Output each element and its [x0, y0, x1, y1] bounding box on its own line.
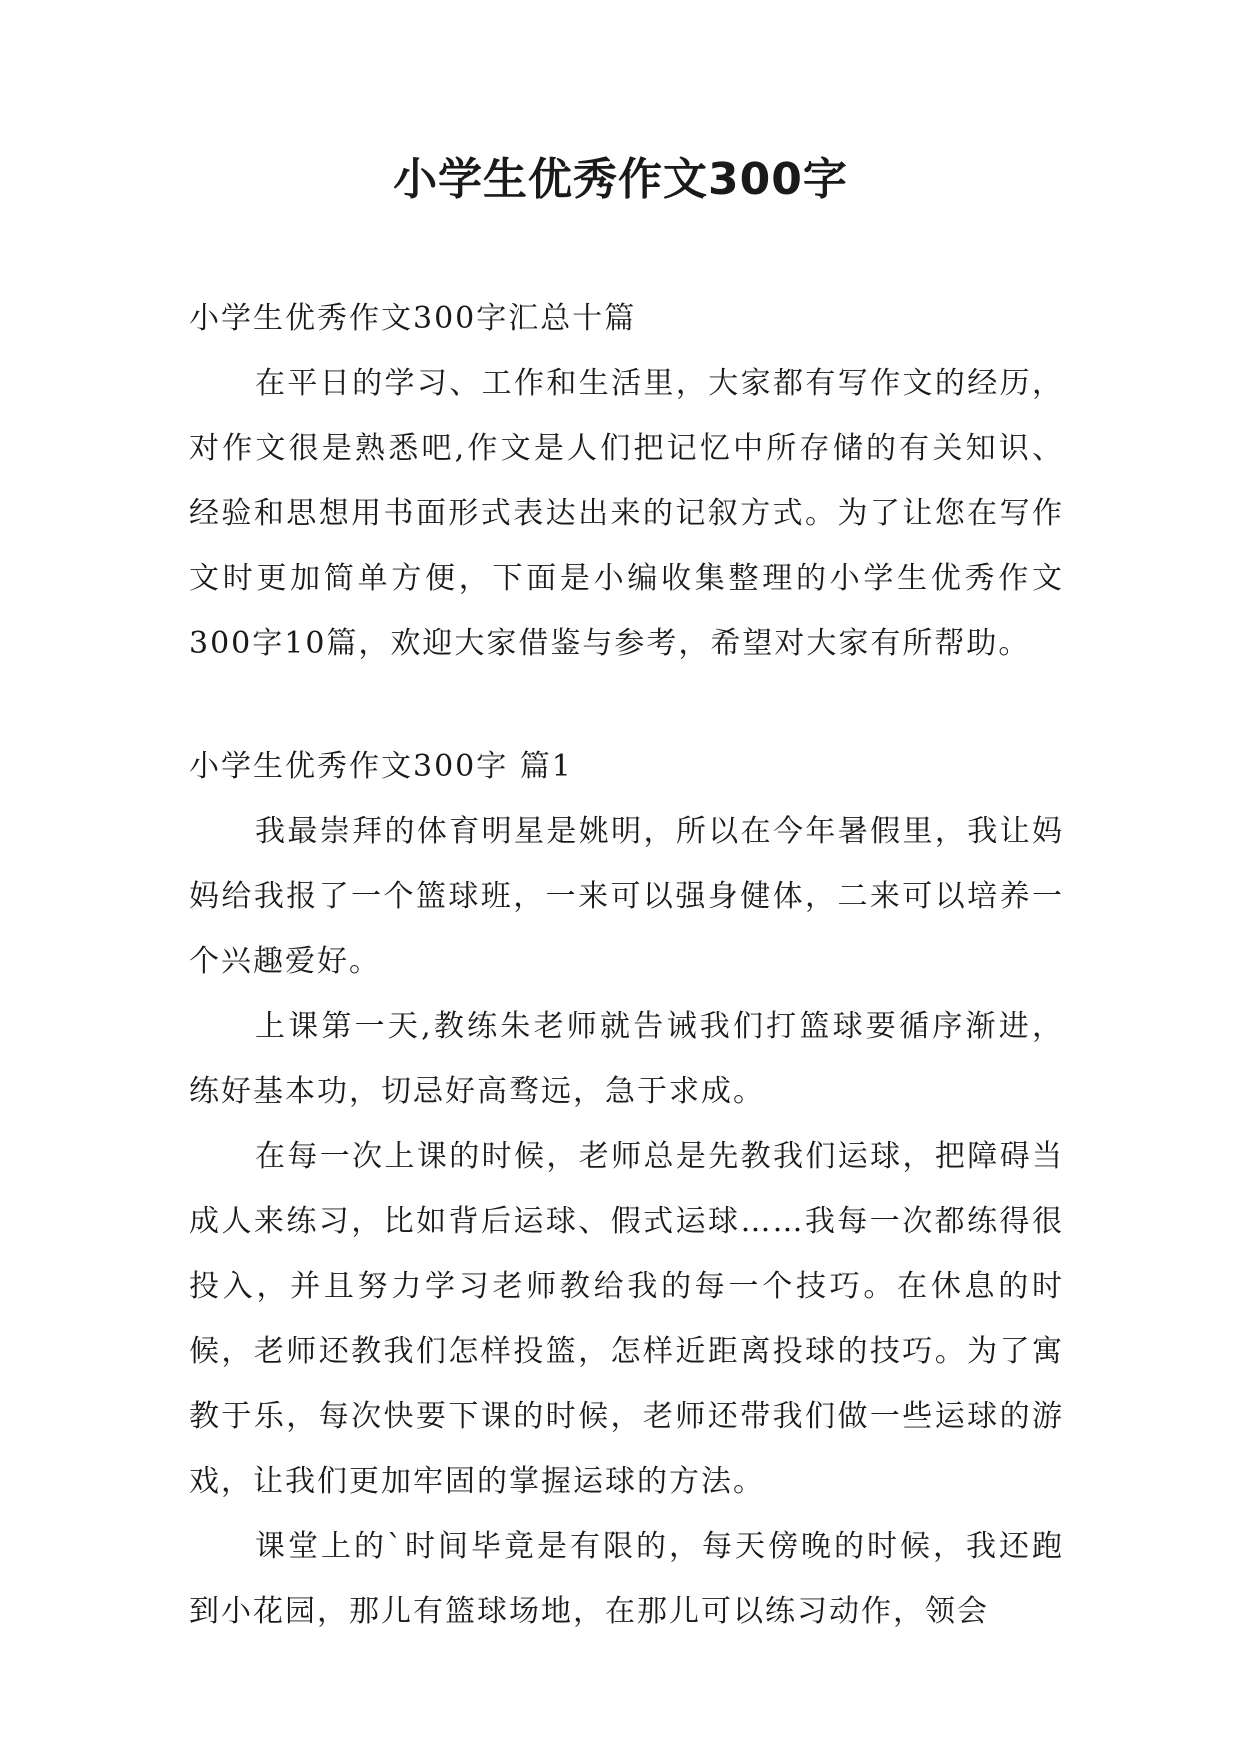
section-heading: 小学生优秀作文300字 篇1	[189, 749, 573, 784]
document-title: 小学生优秀作文300字	[393, 154, 848, 205]
section-paragraph: 在每一次上课的时候，老师总是先教我们运球，把障碍当成人来练习，比如背后运球、假式运球……我每一次都练得很投入，并且努力学习老师教给我的每一个技巧。在休息的时候，老师还教我们怎样投篮，怎样近距离投球的技巧。为了寓教于乐，每次快要下课的时候，老师还带我们做一些运球的游戏，让我们更加牢固的掌握运球的方法。	[189, 1139, 1064, 1499]
section-paragraph: 课堂上的`时间毕竟是有限的，每天傍晚的时候，我还跑到小花园，那儿有篮球场地，在那儿可以练习动作，领会	[189, 1529, 1064, 1629]
section-paragraph: 我最崇拜的体育明星是姚明，所以在今年暑假里，我让妈妈给我报了一个篮球班，一来可以强身健体，二来可以培养一个兴趣爱好。	[189, 814, 1064, 979]
section-paragraph: 上课第一天,教练朱老师就告诫我们打篮球要循序渐进，练好基本功，切忌好高骛远，急于求成。	[189, 1009, 1064, 1109]
intro-heading: 小学生优秀作文300字汇总十篇	[189, 301, 637, 336]
intro-paragraph: 在平日的学习、工作和生活里，大家都有写作文的经历，对作文很是熟悉吧,作文是人们把记忆中所存储的有关知识、经验和思想用书面形式表达出来的记叙方式。为了让您在写作文时更加简单方便，下面是小编收集整理的小学生优秀作文300字10篇，欢迎大家借鉴与参考，希望对大家有所帮助。	[189, 366, 1064, 661]
document-body	[189, 286, 1064, 1644]
section-gap	[189, 676, 1064, 734]
